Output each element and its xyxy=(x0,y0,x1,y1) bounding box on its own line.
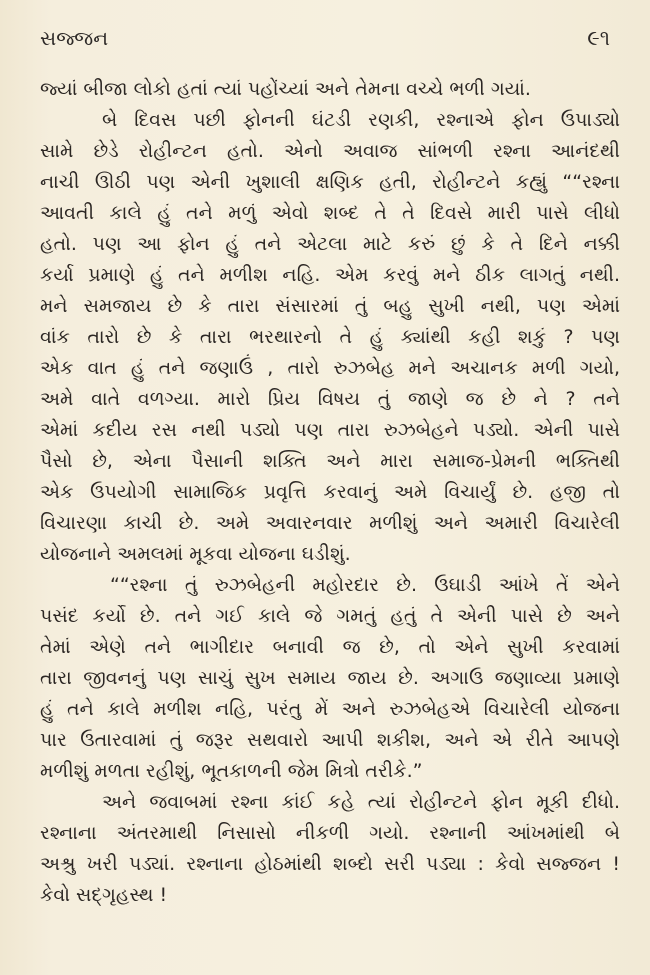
text-line: નાચી ઊઠી પણ એની ખુશાલી ક્ષણિક હતી, રોહીન્ટને કહ્યું ““રશ્ના xyxy=(40,171,620,193)
text-line: મને સમજાય છે કે તારા સંસારમાં તું બહુ સુખી નથી, પણ એમાં xyxy=(40,295,620,317)
page-number: ૯૧ xyxy=(587,26,610,50)
text-line: પાર ઉતારવામાં તું જરૂર સથવારો આપી શકીશ, અને એ રીતે આપણે xyxy=(40,729,620,751)
text-line: વાંક તારો છે કે તારા ભરથારનો તે હું ક્યાંથી કહી શકું ? પણ xyxy=(40,326,620,348)
text-line: અમે વાતે વળગ્યા. મારો પ્રિય વિષય તું જાણે જ છે ને ? તને xyxy=(40,388,620,410)
page-header xyxy=(40,26,610,56)
text-line: કેવો સદ્ગૃહસ્થ ! xyxy=(40,884,168,906)
text-line: પૈસો છે, એના પૈસાની શક્તિ અને મારા સમાજ-પ્રેમની ભક્તિથી xyxy=(40,450,620,472)
text-line: મળીશું મળતા રહીશું, ભૂતકાળની જેમ મિત્રો તરીકે.” xyxy=(40,760,423,782)
text-line: બે દિવસ પછી ફોનની ઘંટડી રણકી, રશ્નાએ ફોન ઉપાડ્યો xyxy=(102,109,620,131)
text-line: અને જવાબમાં રશ્ના કાંઈ કહે ત્યાં રોહીન્ટને ફોન મૂકી દીધો. xyxy=(102,791,620,813)
text-line: એક વાત હું તને જણાઉં , તારો રુઝબેહ મને અચાનક મળી ગયો, xyxy=(40,357,620,379)
text-line: હું તને કાલે મળીશ નહિ, પરંતુ મેં અને રુઝબેહએ વિચારેલી યોજના xyxy=(40,698,620,720)
text-line: હતો. પણ આ ફોન હું તને એટલા માટે કરું છું કે તે દિને નક્કી xyxy=(40,233,620,255)
text-line: અશ્રુ ખરી પડ્યાં. રશ્નાના હોઠમાંથી શબ્દો સરી પડ્યા : કેવો સજ્જન ! xyxy=(40,853,620,875)
text-line: વિચારણા કાચી છે. અમે અવારનવાર મળીશું અને અમારી વિચારેલી xyxy=(40,512,620,534)
running-title: સજ્જન xyxy=(40,26,109,50)
text-line: પસંદ કર્યો છે. તને ગઈ કાલે જે ગમતું હતું તે એની પાસે છે અને xyxy=(40,605,620,627)
text-line: કર્યા પ્રમાણે હું તને મળીશ નહિ. એમ કરવું મને ઠીક લાગતું નથી. xyxy=(40,264,620,286)
text-line: ““રશ્ના તું રુઝબેહની મહોરદાર છે. ઉઘાડી આંખે તેં એને xyxy=(110,574,620,596)
text-line: એક ઉપયોગી સામાજિક પ્રવૃત્તિ કરવાનું અમે વિચાર્યું છે. હજી તો xyxy=(40,481,620,503)
text-line: એમાં કદીય રસ નથી પડ્યો પણ તારા રુઝબેહને પડ્યો. એની પાસે xyxy=(40,419,620,441)
text-line: યોજનાને અમલમાં મૂકવા યોજના ઘડીશું. xyxy=(40,543,351,565)
text-line: આવતી કાલે હું તને મળું એવો શબ્દ તે તે દિવસે મારી પાસે લીધો xyxy=(40,202,620,224)
text-line: તેમાં એણે તને ભાગીદાર બનાવી જ છે, તો એને સુખી કરવામાં xyxy=(40,636,620,658)
text-line: જ્યાં બીજા લોકો હતાં ત્યાં પહોંચ્યાં અને તેમના વચ્ચે ભળી ગયાં. xyxy=(40,78,531,100)
text-line: સામે છેડે રોહીન્ટન હતો. એનો અવાજ સાંભળી રશ્ના આનંદથી xyxy=(40,140,620,162)
text-line: તારા જીવનનું પણ સાચું સુખ સમાય જાય છે. અગાઉ જણાવ્યા પ્રમાણે xyxy=(40,667,620,689)
body-text xyxy=(40,74,620,911)
text-line: રશ્નાના અંતરમાથી નિસાસો નીકળી ગયો. રશ્નાની આંખમાંથી બે xyxy=(40,822,620,844)
